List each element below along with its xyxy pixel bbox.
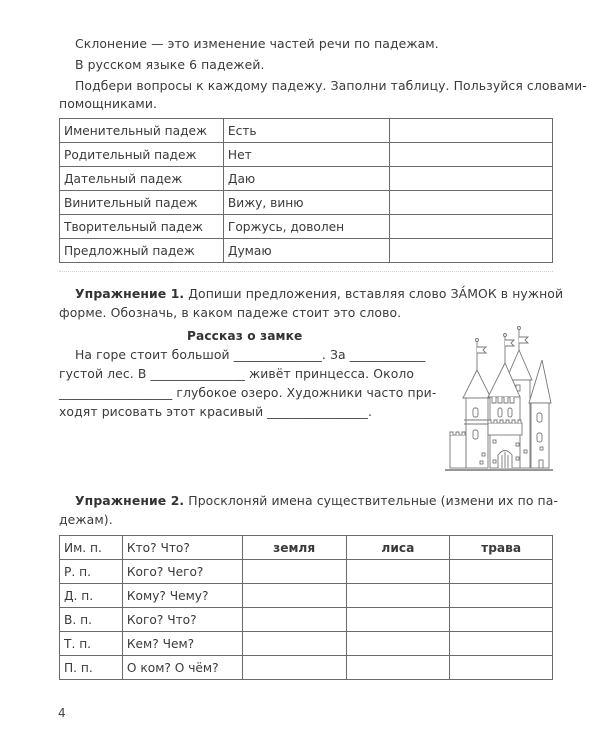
case-abbr: В. п. <box>60 608 123 632</box>
answer-cell[interactable] <box>346 608 450 632</box>
answer-cell[interactable] <box>242 608 346 632</box>
answer-cell[interactable] <box>346 632 450 656</box>
case-question: Кем? Чем? <box>122 632 242 656</box>
noun-header: трава <box>450 536 553 560</box>
answer-cell[interactable] <box>450 560 553 584</box>
answer-cell[interactable] <box>346 656 450 680</box>
helper-word: Даю <box>223 167 389 191</box>
case-name: Именительный падеж <box>60 119 224 143</box>
answer-cell[interactable] <box>389 215 552 239</box>
table-row <box>60 191 553 215</box>
exercise1-instruction-text: Допиши предложения, вставляя слово ЗА́МОК в нужной <box>184 286 564 301</box>
table-row <box>60 239 553 263</box>
table-row <box>60 536 553 560</box>
table-row <box>60 215 553 239</box>
table-row <box>60 560 553 584</box>
story-line[interactable]: ходят рисовать этот красивый ________________. <box>59 404 373 419</box>
case-abbr: Им. п. <box>60 536 123 560</box>
answer-cell[interactable] <box>242 560 346 584</box>
section-divider <box>59 271 553 272</box>
helper-word: Думаю <box>223 239 389 263</box>
helper-word: Нет <box>223 143 389 167</box>
cases-table <box>59 118 553 263</box>
case-name: Винительный падеж <box>60 191 224 215</box>
case-question: Кого? Что? <box>122 608 242 632</box>
case-question: О ком? О чём? <box>122 656 242 680</box>
case-abbr: Т. п. <box>60 632 123 656</box>
case-name: Дательный падеж <box>60 167 224 191</box>
case-question: Кому? Чему? <box>122 584 242 608</box>
answer-cell[interactable] <box>346 584 450 608</box>
intro-task-line2: помощниками. <box>59 96 158 111</box>
table-row <box>60 143 553 167</box>
answer-cell[interactable] <box>346 560 450 584</box>
helper-word: Вижу, виню <box>223 191 389 215</box>
page-number: 4 <box>58 706 66 720</box>
case-abbr: Р. п. <box>60 560 123 584</box>
case-name: Родительный падеж <box>60 143 224 167</box>
table-row <box>60 167 553 191</box>
table-row <box>60 632 553 656</box>
answer-cell[interactable] <box>450 608 553 632</box>
intro-case-count: В русском языке 6 падежей. <box>75 57 265 72</box>
exercise2-label: Упражнение 2. <box>75 493 185 508</box>
answer-cell[interactable] <box>242 656 346 680</box>
answer-cell[interactable] <box>242 632 346 656</box>
answer-cell[interactable] <box>389 239 552 263</box>
answer-cell[interactable] <box>450 632 553 656</box>
case-question: Кого? Чего? <box>122 560 242 584</box>
table-row <box>60 119 553 143</box>
noun-header: лиса <box>346 536 450 560</box>
story-line[interactable]: На горе стоит большой ______________. За ____________ <box>75 347 426 362</box>
story-line[interactable]: густой лес. В _______________ живёт принцесса. Около <box>59 366 415 381</box>
table-row <box>60 608 553 632</box>
exercise1-instruction-line1 <box>75 285 563 303</box>
case-question: Кто? Что? <box>122 536 242 560</box>
declension-table <box>59 535 553 680</box>
intro-task-line1: Подбери вопросы к каждому падежу. Заполни таблицу. Пользуйся словами- <box>75 78 587 93</box>
table-row <box>60 656 553 680</box>
exercise2-instruction-line1 <box>75 492 558 510</box>
answer-cell[interactable] <box>450 656 553 680</box>
story-title: Рассказ о замке <box>187 329 303 343</box>
case-abbr: П. п. <box>60 656 123 680</box>
exercise2-instruction-line2: дежам). <box>59 512 113 527</box>
noun-header: земля <box>242 536 346 560</box>
exercise1-instruction-line2: форме. Обозначь, в каком падеже стоит это слово. <box>59 305 402 320</box>
story-line[interactable]: __________________ глубокое озеро. Художники часто при- <box>59 385 437 400</box>
helper-word: Горжусь, доволен <box>223 215 389 239</box>
answer-cell[interactable] <box>389 119 552 143</box>
case-name: Предложный падеж <box>60 239 224 263</box>
intro-definition: Склонение — это изменение частей речи по падежам. <box>75 36 439 51</box>
case-abbr: Д. п. <box>60 584 123 608</box>
table-row <box>60 584 553 608</box>
exercise2-instruction-text: Просклоняй имена существительные (измени их по па- <box>184 493 559 508</box>
exercise1-label: Упражнение 1. <box>75 286 185 301</box>
answer-cell[interactable] <box>389 143 552 167</box>
answer-cell[interactable] <box>389 167 552 191</box>
castle-illustration-icon <box>440 325 555 475</box>
case-name: Творительный падеж <box>60 215 224 239</box>
helper-word: Есть <box>223 119 389 143</box>
answer-cell[interactable] <box>389 191 552 215</box>
answer-cell[interactable] <box>242 584 346 608</box>
answer-cell[interactable] <box>450 584 553 608</box>
